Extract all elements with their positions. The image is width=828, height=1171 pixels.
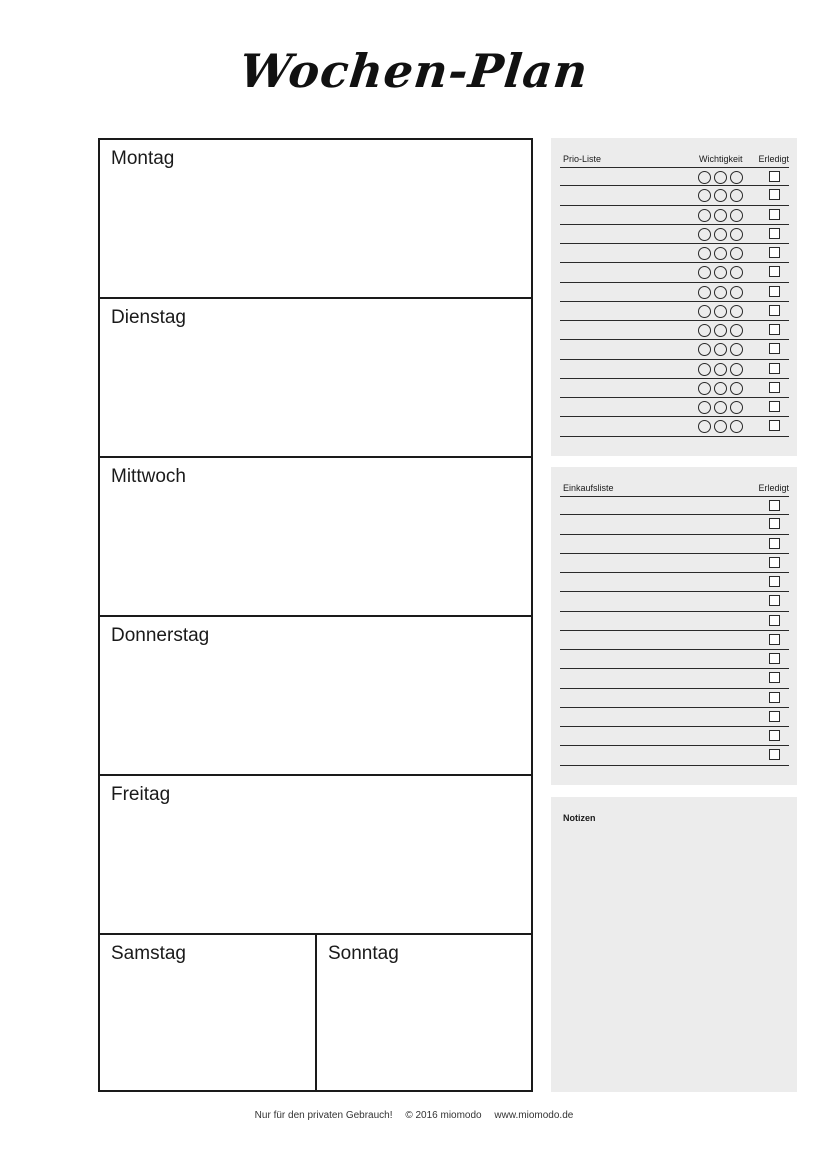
importance-rating <box>698 247 746 260</box>
day-box-friday[interactable] <box>100 776 531 935</box>
importance-circle-icon[interactable] <box>714 228 727 241</box>
day-box-tuesday[interactable] <box>100 299 531 458</box>
prio-list-row[interactable] <box>560 321 789 340</box>
importance-circle-icon[interactable] <box>714 209 727 222</box>
day-label-tuesday: Dienstag <box>111 307 186 328</box>
day-box-sunday[interactable] <box>317 935 531 1090</box>
notes-label: Notizen <box>563 813 596 823</box>
importance-circle-icon[interactable] <box>714 189 727 202</box>
done-checkbox[interactable] <box>769 653 780 664</box>
prio-list-label: Prio-Liste <box>563 154 602 164</box>
shopping-list-row[interactable] <box>560 535 789 554</box>
importance-circle-icon[interactable] <box>698 305 711 318</box>
shopping-list-row[interactable] <box>560 746 789 765</box>
importance-circle-icon[interactable] <box>714 363 727 376</box>
prio-list-row[interactable] <box>560 167 789 186</box>
done-checkbox[interactable] <box>769 171 780 182</box>
day-label-friday: Freitag <box>111 784 171 805</box>
shopping-list-rows <box>560 496 789 766</box>
importance-circle-icon[interactable] <box>698 324 711 337</box>
shopping-list-panel <box>551 467 797 785</box>
prio-list-row[interactable] <box>560 263 789 282</box>
importance-circle-icon[interactable] <box>730 305 743 318</box>
done-checkbox[interactable] <box>769 538 780 549</box>
importance-label: Wichtigkeit <box>699 154 743 164</box>
done-checkbox[interactable] <box>769 615 780 626</box>
done-checkbox[interactable] <box>769 228 780 239</box>
importance-circle-icon[interactable] <box>730 401 743 414</box>
importance-rating <box>698 228 746 241</box>
prio-done-label: Erledigt <box>758 154 789 164</box>
done-checkbox[interactable] <box>769 324 780 335</box>
done-checkbox[interactable] <box>769 730 780 741</box>
importance-circle-icon[interactable] <box>730 363 743 376</box>
done-checkbox[interactable] <box>769 266 780 277</box>
importance-circle-icon[interactable] <box>730 324 743 337</box>
importance-circle-icon[interactable] <box>730 382 743 395</box>
done-checkbox[interactable] <box>769 672 780 683</box>
shopping-list-row[interactable] <box>560 650 789 669</box>
done-checkbox[interactable] <box>769 189 780 200</box>
importance-circle-icon[interactable] <box>714 171 727 184</box>
importance-rating <box>698 189 746 202</box>
importance-rating <box>698 343 746 356</box>
day-label-saturday: Samstag <box>111 943 186 964</box>
prio-list-row[interactable] <box>560 283 789 302</box>
importance-circle-icon[interactable] <box>714 247 727 260</box>
prio-list-row[interactable] <box>560 417 789 436</box>
done-checkbox[interactable] <box>769 363 780 374</box>
importance-circle-icon[interactable] <box>730 171 743 184</box>
importance-rating <box>698 382 746 395</box>
done-checkbox[interactable] <box>769 209 780 220</box>
prio-list-row[interactable] <box>560 302 789 321</box>
shopping-list-row[interactable] <box>560 708 789 727</box>
importance-circle-icon[interactable] <box>698 382 711 395</box>
prio-list-row[interactable] <box>560 340 789 359</box>
shopping-list-row[interactable] <box>560 496 789 515</box>
done-checkbox[interactable] <box>769 576 780 587</box>
importance-circle-icon[interactable] <box>730 343 743 356</box>
day-box-saturday[interactable] <box>100 935 315 1090</box>
day-label-monday: Montag <box>111 148 175 169</box>
importance-rating <box>698 286 746 299</box>
importance-rating <box>698 324 746 337</box>
page-title: Wochen-Plan <box>237 44 591 98</box>
importance-circle-icon[interactable] <box>714 382 727 395</box>
shopping-list-row[interactable] <box>560 612 789 631</box>
importance-circle-icon[interactable] <box>698 363 711 376</box>
done-checkbox[interactable] <box>769 305 780 316</box>
importance-circle-icon[interactable] <box>698 171 711 184</box>
importance-circle-icon[interactable] <box>714 266 727 279</box>
prio-list-row[interactable] <box>560 379 789 398</box>
importance-circle-icon[interactable] <box>698 401 711 414</box>
shopping-list-label: Einkaufsliste <box>563 483 614 493</box>
importance-circle-icon[interactable] <box>730 228 743 241</box>
importance-rating <box>698 266 746 279</box>
shopping-list-row[interactable] <box>560 515 789 534</box>
importance-rating <box>698 171 746 184</box>
importance-circle-icon[interactable] <box>698 209 711 222</box>
shopping-list-row[interactable] <box>560 554 789 573</box>
prio-list-row[interactable] <box>560 398 789 417</box>
done-checkbox[interactable] <box>769 286 780 297</box>
prio-list-row[interactable] <box>560 225 789 244</box>
done-checkbox[interactable] <box>769 401 780 412</box>
prio-list-row[interactable] <box>560 360 789 379</box>
importance-circle-icon[interactable] <box>714 420 727 433</box>
footer-website: www.miomodo.de <box>494 1110 574 1121</box>
day-label-thursday: Donnerstag <box>111 625 210 646</box>
importance-circle-icon[interactable] <box>698 189 711 202</box>
importance-circle-icon[interactable] <box>714 286 727 299</box>
done-checkbox[interactable] <box>769 749 780 760</box>
notes-panel[interactable] <box>551 797 797 1092</box>
importance-circle-icon[interactable] <box>730 247 743 260</box>
done-checkbox[interactable] <box>769 711 780 722</box>
week-grid <box>98 138 533 1092</box>
importance-circle-icon[interactable] <box>714 324 727 337</box>
shopping-list-row[interactable] <box>560 573 789 592</box>
footer-usage: Nur für den privaten Gebrauch! <box>254 1110 393 1121</box>
day-box-thursday[interactable] <box>100 617 531 776</box>
prio-list-row[interactable] <box>560 206 789 225</box>
footer <box>0 1110 828 1121</box>
importance-circle-icon[interactable] <box>698 343 711 356</box>
day-box-wednesday[interactable] <box>100 458 531 617</box>
done-checkbox[interactable] <box>769 343 780 354</box>
done-checkbox[interactable] <box>769 382 780 393</box>
importance-circle-icon[interactable] <box>714 401 727 414</box>
done-checkbox[interactable] <box>769 420 780 431</box>
prio-list-row[interactable] <box>560 244 789 263</box>
importance-circle-icon[interactable] <box>698 266 711 279</box>
shopping-list-row[interactable] <box>560 631 789 650</box>
done-checkbox[interactable] <box>769 557 780 568</box>
importance-rating <box>698 363 746 376</box>
done-checkbox[interactable] <box>769 518 780 529</box>
importance-circle-icon[interactable] <box>698 286 711 299</box>
importance-circle-icon[interactable] <box>714 343 727 356</box>
importance-circle-icon[interactable] <box>730 266 743 279</box>
shopping-done-label: Erledigt <box>758 483 789 493</box>
importance-rating <box>698 209 746 222</box>
done-checkbox[interactable] <box>769 634 780 645</box>
day-label-wednesday: Mittwoch <box>111 466 186 487</box>
weekend-row <box>100 935 531 1090</box>
importance-rating <box>698 401 746 414</box>
importance-circle-icon[interactable] <box>730 420 743 433</box>
importance-circle-icon[interactable] <box>730 209 743 222</box>
done-checkbox[interactable] <box>769 500 780 511</box>
shopping-list-row[interactable] <box>560 669 789 688</box>
importance-rating <box>698 420 746 433</box>
prio-list-row[interactable] <box>560 186 789 205</box>
day-box-monday[interactable] <box>100 140 531 299</box>
done-checkbox[interactable] <box>769 247 780 258</box>
importance-rating <box>698 305 746 318</box>
done-checkbox[interactable] <box>769 595 780 606</box>
prio-list-rows <box>560 167 789 437</box>
footer-copyright: © 2016 miomodo <box>405 1110 482 1121</box>
prio-list-panel <box>551 138 797 456</box>
shopping-list-row[interactable] <box>560 592 789 611</box>
importance-circle-icon[interactable] <box>730 286 743 299</box>
shopping-list-row[interactable] <box>560 727 789 746</box>
shopping-list-row[interactable] <box>560 689 789 708</box>
day-label-sunday: Sonntag <box>328 943 399 964</box>
importance-circle-icon[interactable] <box>698 247 711 260</box>
importance-circle-icon[interactable] <box>698 420 711 433</box>
done-checkbox[interactable] <box>769 692 780 703</box>
importance-circle-icon[interactable] <box>698 228 711 241</box>
importance-circle-icon[interactable] <box>730 189 743 202</box>
importance-circle-icon[interactable] <box>714 305 727 318</box>
